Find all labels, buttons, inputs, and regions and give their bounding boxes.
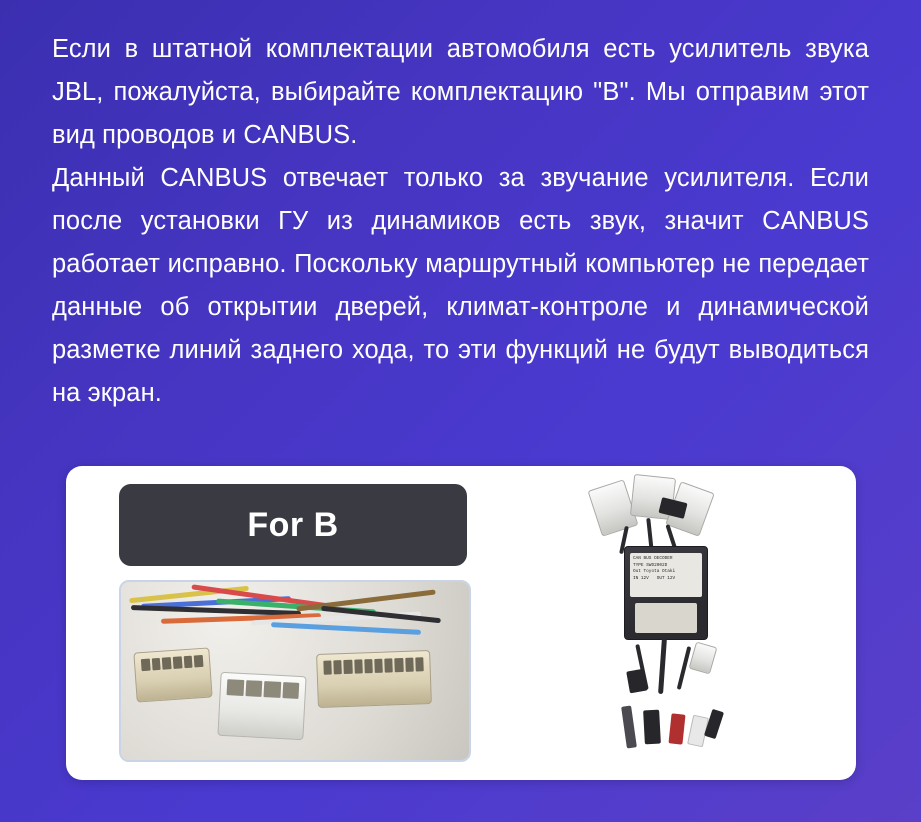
paragraph-2: Данный CANBUS отвечает только за звучание усилителя. Если после установки ГУ из динамиков есть звук, значит CANBUS работает исправно. Поскольку маршрутный компьютер не передает данные об открытии дверей, климат-контроле и динамической разметке линий заднего хода, то эти функций не будут выводиться на экран. <box>52 164 869 407</box>
rca-red <box>668 713 685 744</box>
connector-left <box>133 647 212 702</box>
module-label: CAN BUS DECODER TYPE SWD2002D Out Toyota Otaki IN 12V OUT 12V <box>630 553 702 597</box>
aux-jack <box>621 706 637 749</box>
canbus-kit-photo <box>536 474 836 770</box>
connector-right <box>316 650 432 708</box>
wire-bundle <box>121 586 469 648</box>
paragraph-1: Если в штатной комплектации автомобиля есть усилитель звука JBL, пожалуйста, выбирайте комплектацию "B". Мы отправим этот вид проводов и CANBUS. <box>52 35 869 149</box>
product-card <box>66 466 856 780</box>
antenna-plug <box>704 709 724 739</box>
harness-photo <box>119 580 471 762</box>
plug-mid-right <box>689 642 718 675</box>
cable-lower-main <box>658 638 667 694</box>
connector-center <box>217 672 306 740</box>
canbus-decoder-module <box>624 546 708 640</box>
usb-connector <box>643 710 661 745</box>
variant-badge: For B <box>119 484 467 566</box>
description-text <box>52 28 869 415</box>
left-column <box>119 484 467 762</box>
plug-mid-left <box>626 669 648 694</box>
